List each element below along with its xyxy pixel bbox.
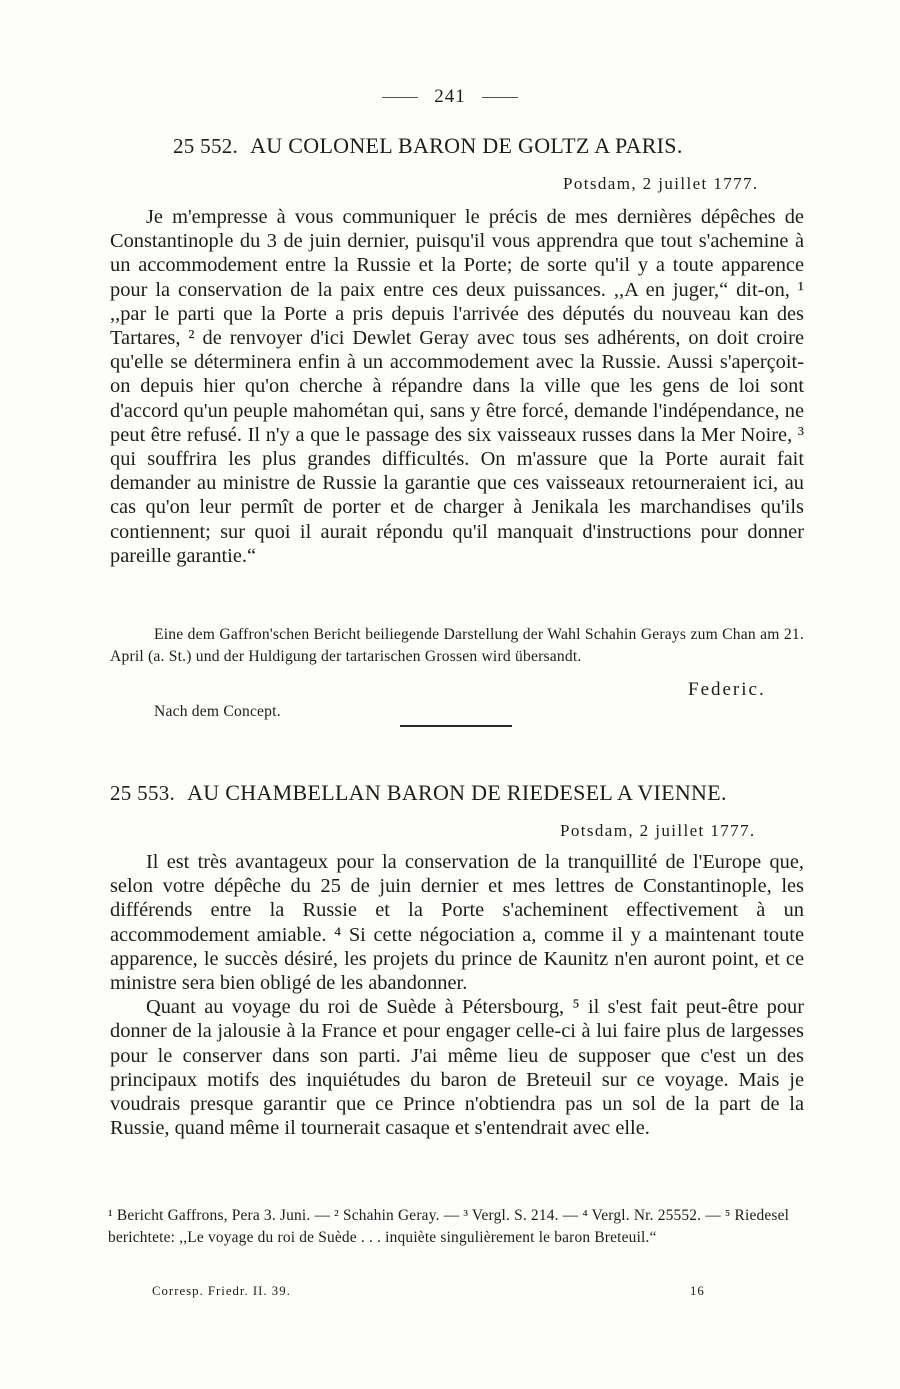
letter-title: AU COLONEL BARON DE GOLTZ A PARIS. bbox=[250, 133, 683, 158]
editorial-note-text: Eine dem Gaffron'schen Bericht beiliegende Darstellung der Wahl Schahin Gerays zum Chan am 21. April (a. St.) und der Huldigung der tartarischen Grossen wird übersandt. bbox=[110, 626, 804, 665]
letter-number: 25 553. bbox=[110, 781, 176, 805]
signature: Federic. bbox=[688, 679, 766, 700]
section-divider bbox=[400, 725, 512, 727]
letter-body bbox=[110, 850, 804, 1140]
letter-paragraph: Je m'empresse à vous communiquer le précis de mes dernières dépêches de Constantinople du 3 de juin dernier, puisqu'il vous apprendra que tout s'achemine à un accommodement entre la Russie et la Porte; de sorte qu'il y a toute apparence pour la conservation de la paix entre ces deux puissances. ,,A en juger,“ dit-on, ¹ ,,par le parti que la Porte a pris depuis l'arrivée des députés du nouveau kan des Tartares, ² de renvoyer d'ici Dewlet Geray avec tous ses adhérents, on doit croire qu'elle se déterminera enfin à un accommodement avec la Russie. Aussi s'aperçoit-on depuis hier qu'on cherche à répandre dans la ville que les gens de loi sont d'accord qu'un peuple mahométan qui, sans y être forcé, demande l'indépendance, ne peut être refusé. Il n'y a que le passage des six vaisseaux russes dans la Mer Noire, ³ qui souffrira les plus grandes difficultés. On m'assure que la Porte aurait fait demander au ministre de Russie la garantie que ces vaisseaux retourneraient ici, au cas qu'on leur permît de porter et de charger à Jenikala les marchandises qu'ils contiennent; sur quoi il aurait répondu qu'il manquait d'instructions pour donner pareille garantie.“ bbox=[110, 206, 804, 567]
source-note: Nach dem Concept. bbox=[154, 703, 281, 720]
page-number-rule-left bbox=[382, 97, 418, 98]
letter-dateline: Potsdam, 2 juillet 1777. bbox=[560, 821, 756, 840]
letter-heading bbox=[173, 133, 683, 159]
page-number bbox=[0, 86, 900, 108]
footnotes-text: ¹ Bericht Gaffrons, Pera 3. Juni. — ² Schahin Geray. — ³ Vergl. S. 214. — ⁴ Vergl. Nr. 25552. — ⁵ Riedesel berichtete: ,,Le voyage du roi de Suède . . . inquiète singulièrement le baron Breteuil.“ bbox=[108, 1207, 790, 1246]
page-number-rule-right bbox=[482, 97, 518, 98]
letter-number: 25 552. bbox=[173, 134, 239, 158]
letter-body bbox=[110, 205, 804, 568]
footer-sheet-number: 16 bbox=[690, 1284, 705, 1298]
letter-paragraph: Quant au voyage du roi de Suède à Pétersbourg, ⁵ il s'est fait peut-être pour donner de la jalousie à la France et pour engager celle-ci à lui faire plus de largesses pour le conserver dans son parti. J'ai même lieu de supposer que c'est un des principaux motifs des inquiétudes du baron de Breteuil sur ce voyage. Mais je voudrais presque garantir que ce Prince n'obtiendra pas un sol de la part de la Russie, quand même il tournerait casaque et s'entendrait avec elle. bbox=[110, 996, 804, 1140]
page-number-text: 241 bbox=[434, 86, 466, 107]
editorial-note bbox=[110, 624, 804, 668]
letter-dateline: Potsdam, 2 juillet 1777. bbox=[563, 174, 759, 193]
letter-title: AU CHAMBELLAN BARON DE RIEDESEL A VIENNE. bbox=[187, 780, 727, 805]
footnotes bbox=[108, 1205, 808, 1249]
letter-heading bbox=[110, 780, 727, 806]
letter-paragraph: Il est très avantageux pour la conservation de la tranquillité de l'Europe que, selon votre dépêche du 25 de juin dernier et mes lettres de Constantinople, les différends entre la Russie et la Porte s'acheminent effectivement à un accommodement amiable. ⁴ Si cette négociation a, comme il y a maintenant toute apparence, le succès désiré, les projets du prince de Kaunitz n'en auront point, et ce ministre sera bien obligé de les abandonner. bbox=[110, 851, 804, 995]
footer-signature-mark: Corresp. Friedr. II. 39. bbox=[152, 1284, 291, 1298]
